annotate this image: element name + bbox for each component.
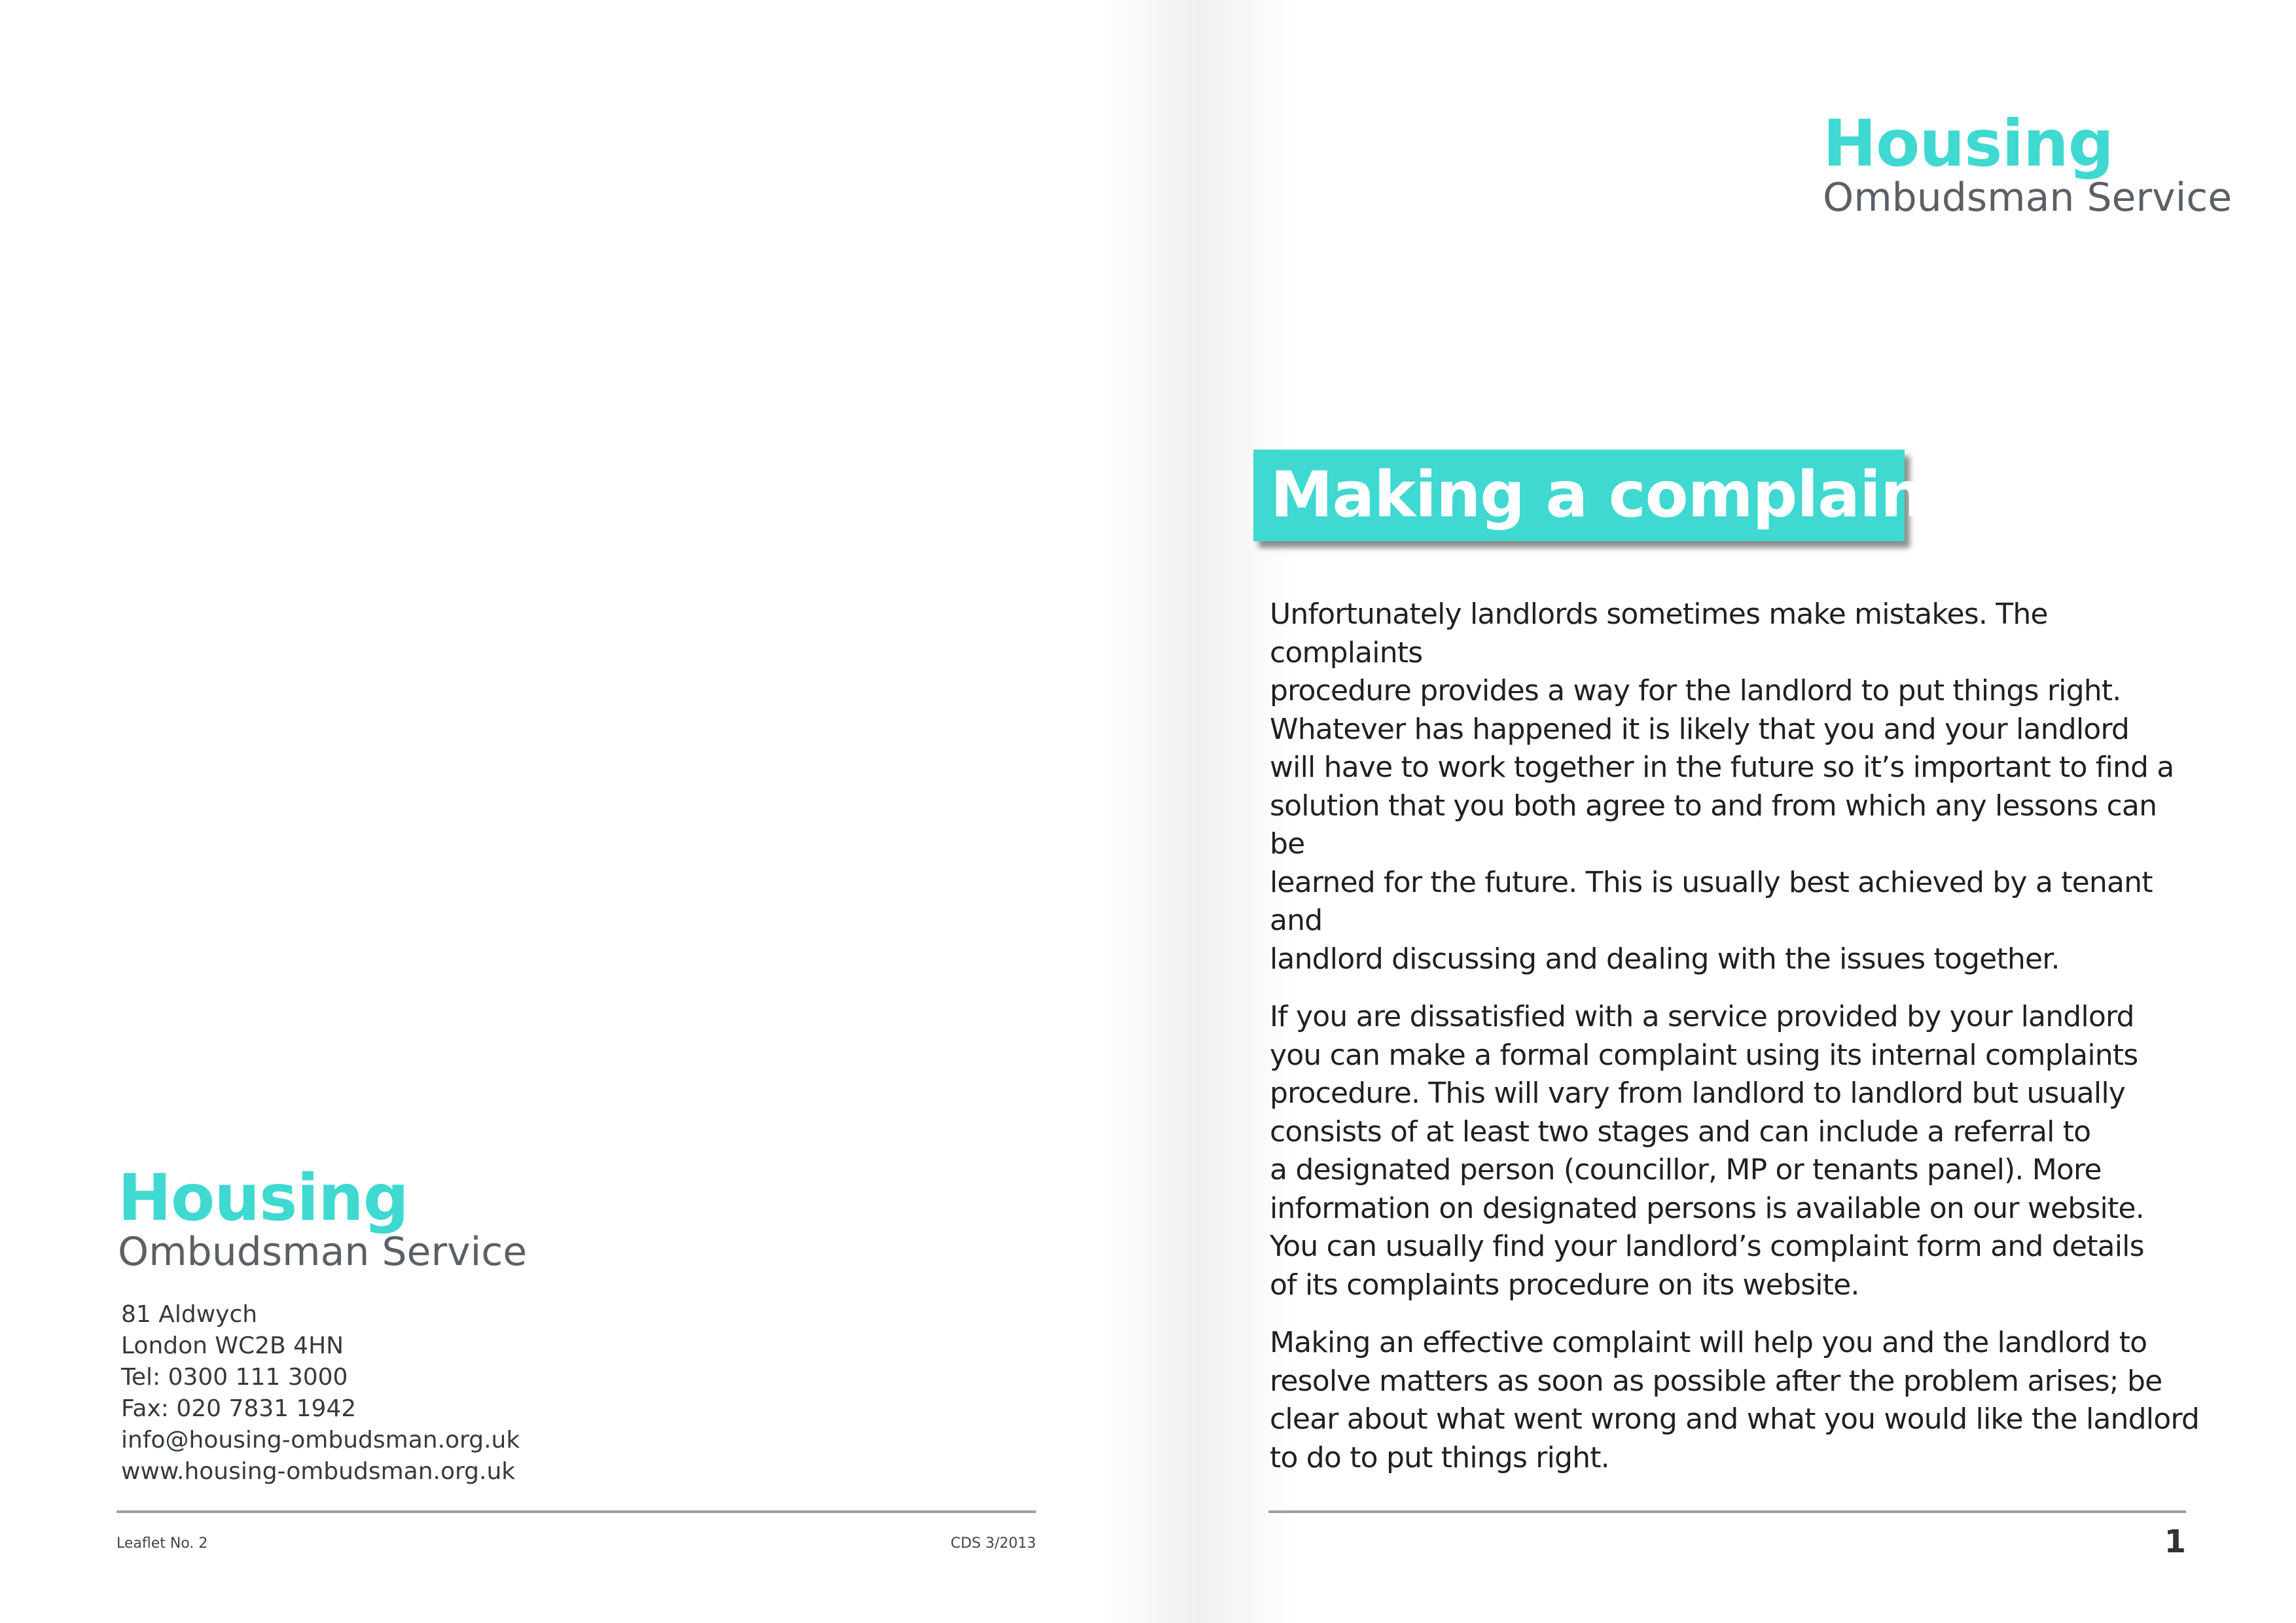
page-number: 1 bbox=[2164, 1524, 2186, 1560]
logo-right bbox=[1823, 108, 2232, 221]
print-code: CDS 3/2013 bbox=[950, 1535, 1036, 1552]
address-street: 81 Aldwych bbox=[121, 1301, 258, 1328]
contact-email: info@housing-ombudsman.org.uk bbox=[121, 1427, 520, 1454]
logo-word: Housing bbox=[1823, 107, 2113, 181]
logo-left bbox=[118, 1162, 527, 1275]
contact-tel: Tel: 0300 111 3000 bbox=[121, 1364, 348, 1391]
contact-fax: Fax: 020 7831 1942 bbox=[121, 1395, 357, 1422]
address-city: London WC2B 4HN bbox=[121, 1332, 344, 1359]
logo-word: Housing bbox=[118, 1161, 408, 1236]
divider-right bbox=[1268, 1510, 2186, 1513]
contact-website: www.housing-ombudsman.org.uk bbox=[121, 1458, 516, 1485]
contact-address bbox=[121, 1299, 520, 1488]
leaflet-number: Leaflet No. 2 bbox=[117, 1535, 208, 1552]
divider-left bbox=[117, 1510, 1036, 1513]
logo-subtitle: Ombudsman Service bbox=[1823, 175, 2233, 221]
page-title: Making a complaint bbox=[1270, 458, 1954, 531]
logo-subtitle: Ombudsman Service bbox=[118, 1229, 528, 1275]
body-text bbox=[1270, 596, 2199, 1497]
heading-banner bbox=[1253, 450, 1954, 541]
paragraph-formal-complaint: If you are dissatisfied with a service provided by your landlord you can make a formal complaint using its internal complaints procedure. This will vary from landlord to landlord but usually consists of at least two stages and can include a referral to a designated person (councillor, MP or tenants panel). More information on designated persons is available on our website. You can usually find your landlord’s complaint form and details of its complaints procedure on its website. bbox=[1270, 1000, 2144, 1302]
paragraph-effective-complaint: Making an effective complaint will help you and the landlord to resolve matters as soon as possible after the problem arises; be clear about what went wrong and what you would like the landlord to do to put things right. bbox=[1270, 1326, 2199, 1474]
paragraph-intro: Unfortunately landlords sometimes make mistakes. The complaints procedure provides a way for the landlord to put things right. Whatever has happened it is likely that you and your landlord will have to work together in the future so it’s important to find a solution that you both agree to and from which any lessons can be learned for the future. This is usually best achieved by a tenant and landlord discussing and dealing with the issues together. bbox=[1270, 597, 2174, 976]
page-gutter-shadow bbox=[1100, 0, 1296, 1623]
